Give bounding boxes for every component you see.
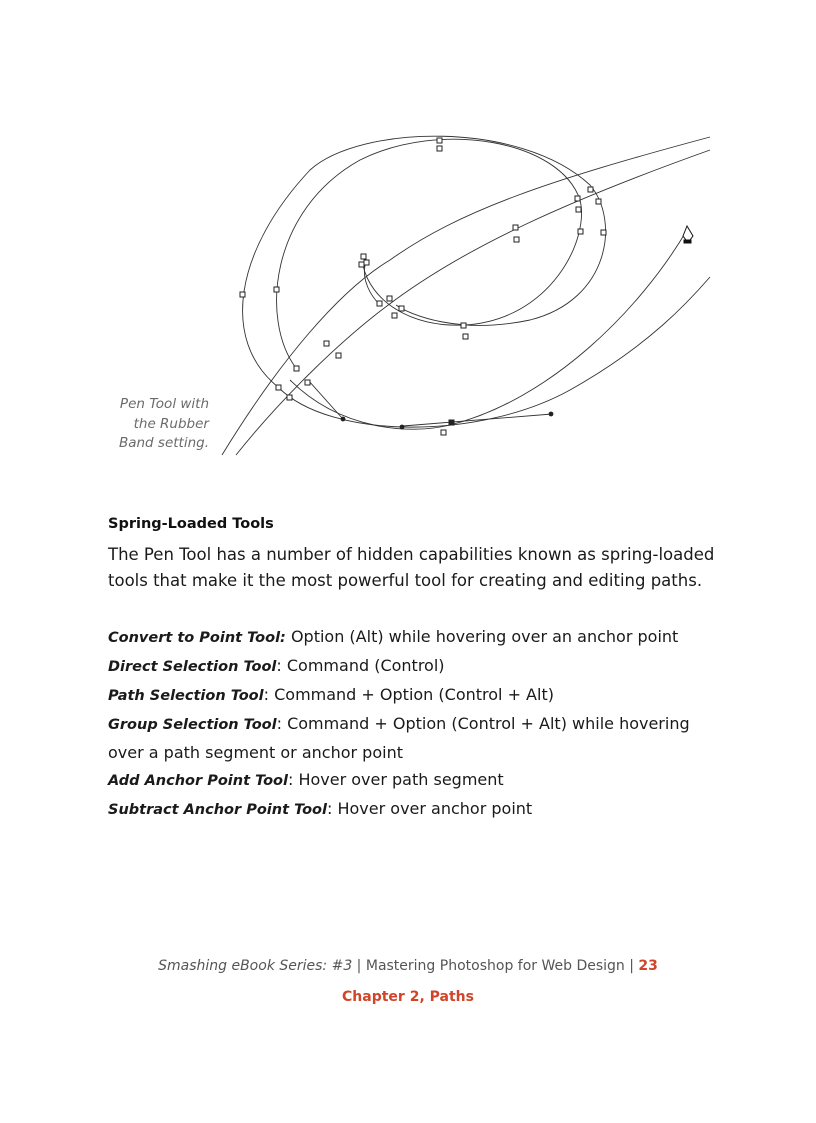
tool-name: Direct Selection Tool	[108, 659, 277, 675]
anchor-point	[575, 196, 580, 201]
pen-tool-illustration	[220, 130, 715, 460]
anchor-point	[578, 229, 583, 234]
page-number: 23	[638, 958, 658, 974]
anchor-point	[364, 260, 369, 265]
footer-separator: |	[352, 958, 366, 974]
direction-handle	[400, 425, 405, 430]
book-title: Mastering Photoshop for Web Design	[365, 958, 625, 974]
anchor-point	[387, 296, 392, 301]
anchor-point	[377, 301, 382, 306]
inner-loop-path	[236, 150, 710, 455]
anchor-point	[601, 230, 606, 235]
figure-caption	[108, 395, 209, 454]
tool-name: Path Selection Tool	[108, 688, 264, 704]
anchor-point	[305, 380, 310, 385]
list-item	[108, 623, 718, 652]
anchor-point	[513, 225, 518, 230]
anchor-point	[274, 287, 279, 292]
footer-separator-2: |	[624, 958, 639, 974]
intro-paragraph: The Pen Tool has a number of hidden capabilities known as spring-loaded tools that make it the most powerful tool for creating and editing paths.	[108, 545, 715, 590]
list-item	[108, 652, 718, 681]
section-heading: Spring-Loaded Tools	[108, 516, 274, 532]
direction-handle	[549, 412, 554, 417]
anchor-point	[324, 341, 329, 346]
caption-line: Band setting.	[118, 435, 209, 451]
anchor-point	[392, 313, 397, 318]
anchor-point	[437, 138, 442, 143]
rubber-band-line-2	[403, 414, 552, 426]
anchor-point	[294, 366, 299, 371]
anchor-point	[336, 353, 341, 358]
pen-tool-cursor-icon	[683, 226, 693, 243]
bottom-sweep-path	[290, 230, 687, 429]
tool-name: Subtract Anchor Point Tool	[108, 802, 327, 818]
tool-shortcut: : Command (Control)	[276, 656, 445, 675]
inner-curve-path	[277, 139, 582, 368]
tool-shortcut: : Hover over anchor point	[327, 799, 533, 818]
anchor-point	[437, 146, 442, 151]
shortcut-list	[108, 623, 718, 824]
series-title: Smashing eBook Series: #3	[158, 958, 353, 974]
anchor-point-selected	[449, 420, 454, 425]
caption-line: Pen Tool with	[119, 396, 209, 412]
anchor-point	[287, 395, 292, 400]
anchor-point	[461, 323, 466, 328]
anchor-point	[359, 262, 364, 267]
anchor-point	[276, 385, 281, 390]
list-item	[108, 795, 718, 824]
anchor-point	[399, 306, 404, 311]
caption-line: the Rubber	[133, 415, 209, 432]
anchor-point	[361, 254, 366, 259]
anchor-point	[240, 292, 245, 297]
list-item	[108, 710, 718, 766]
page-footer	[0, 958, 816, 974]
tool-name: Group Selection Tool	[108, 717, 277, 733]
anchor-point	[596, 199, 601, 204]
path-drawing	[220, 130, 715, 460]
outer-curve-path	[243, 136, 606, 387]
list-item	[108, 766, 718, 795]
anchor-point	[441, 430, 446, 435]
tool-name: Convert to Point Tool:	[108, 630, 286, 646]
anchor-point	[576, 207, 581, 212]
tool-shortcut: : Command + Option (Control + Alt)	[263, 685, 554, 704]
anchor-point	[588, 187, 593, 192]
anchor-point	[463, 334, 468, 339]
hook-path	[364, 265, 380, 305]
anchor-point	[514, 237, 519, 242]
direction-handle	[341, 417, 346, 422]
lower-sweep-path	[278, 277, 710, 427]
outer-loop-path	[222, 137, 710, 455]
tool-shortcut: : Hover over path segment	[287, 770, 504, 789]
tool-name: Add Anchor Point Tool	[108, 773, 288, 789]
list-item	[108, 681, 718, 710]
tool-shortcut: : Command + Option (Control + Alt) while hovering over a path segment or anchor point	[108, 714, 690, 762]
chapter-label: Chapter 2, Paths	[342, 989, 474, 1005]
tool-shortcut: Option (Alt) while hovering over an anchor point	[285, 627, 679, 646]
